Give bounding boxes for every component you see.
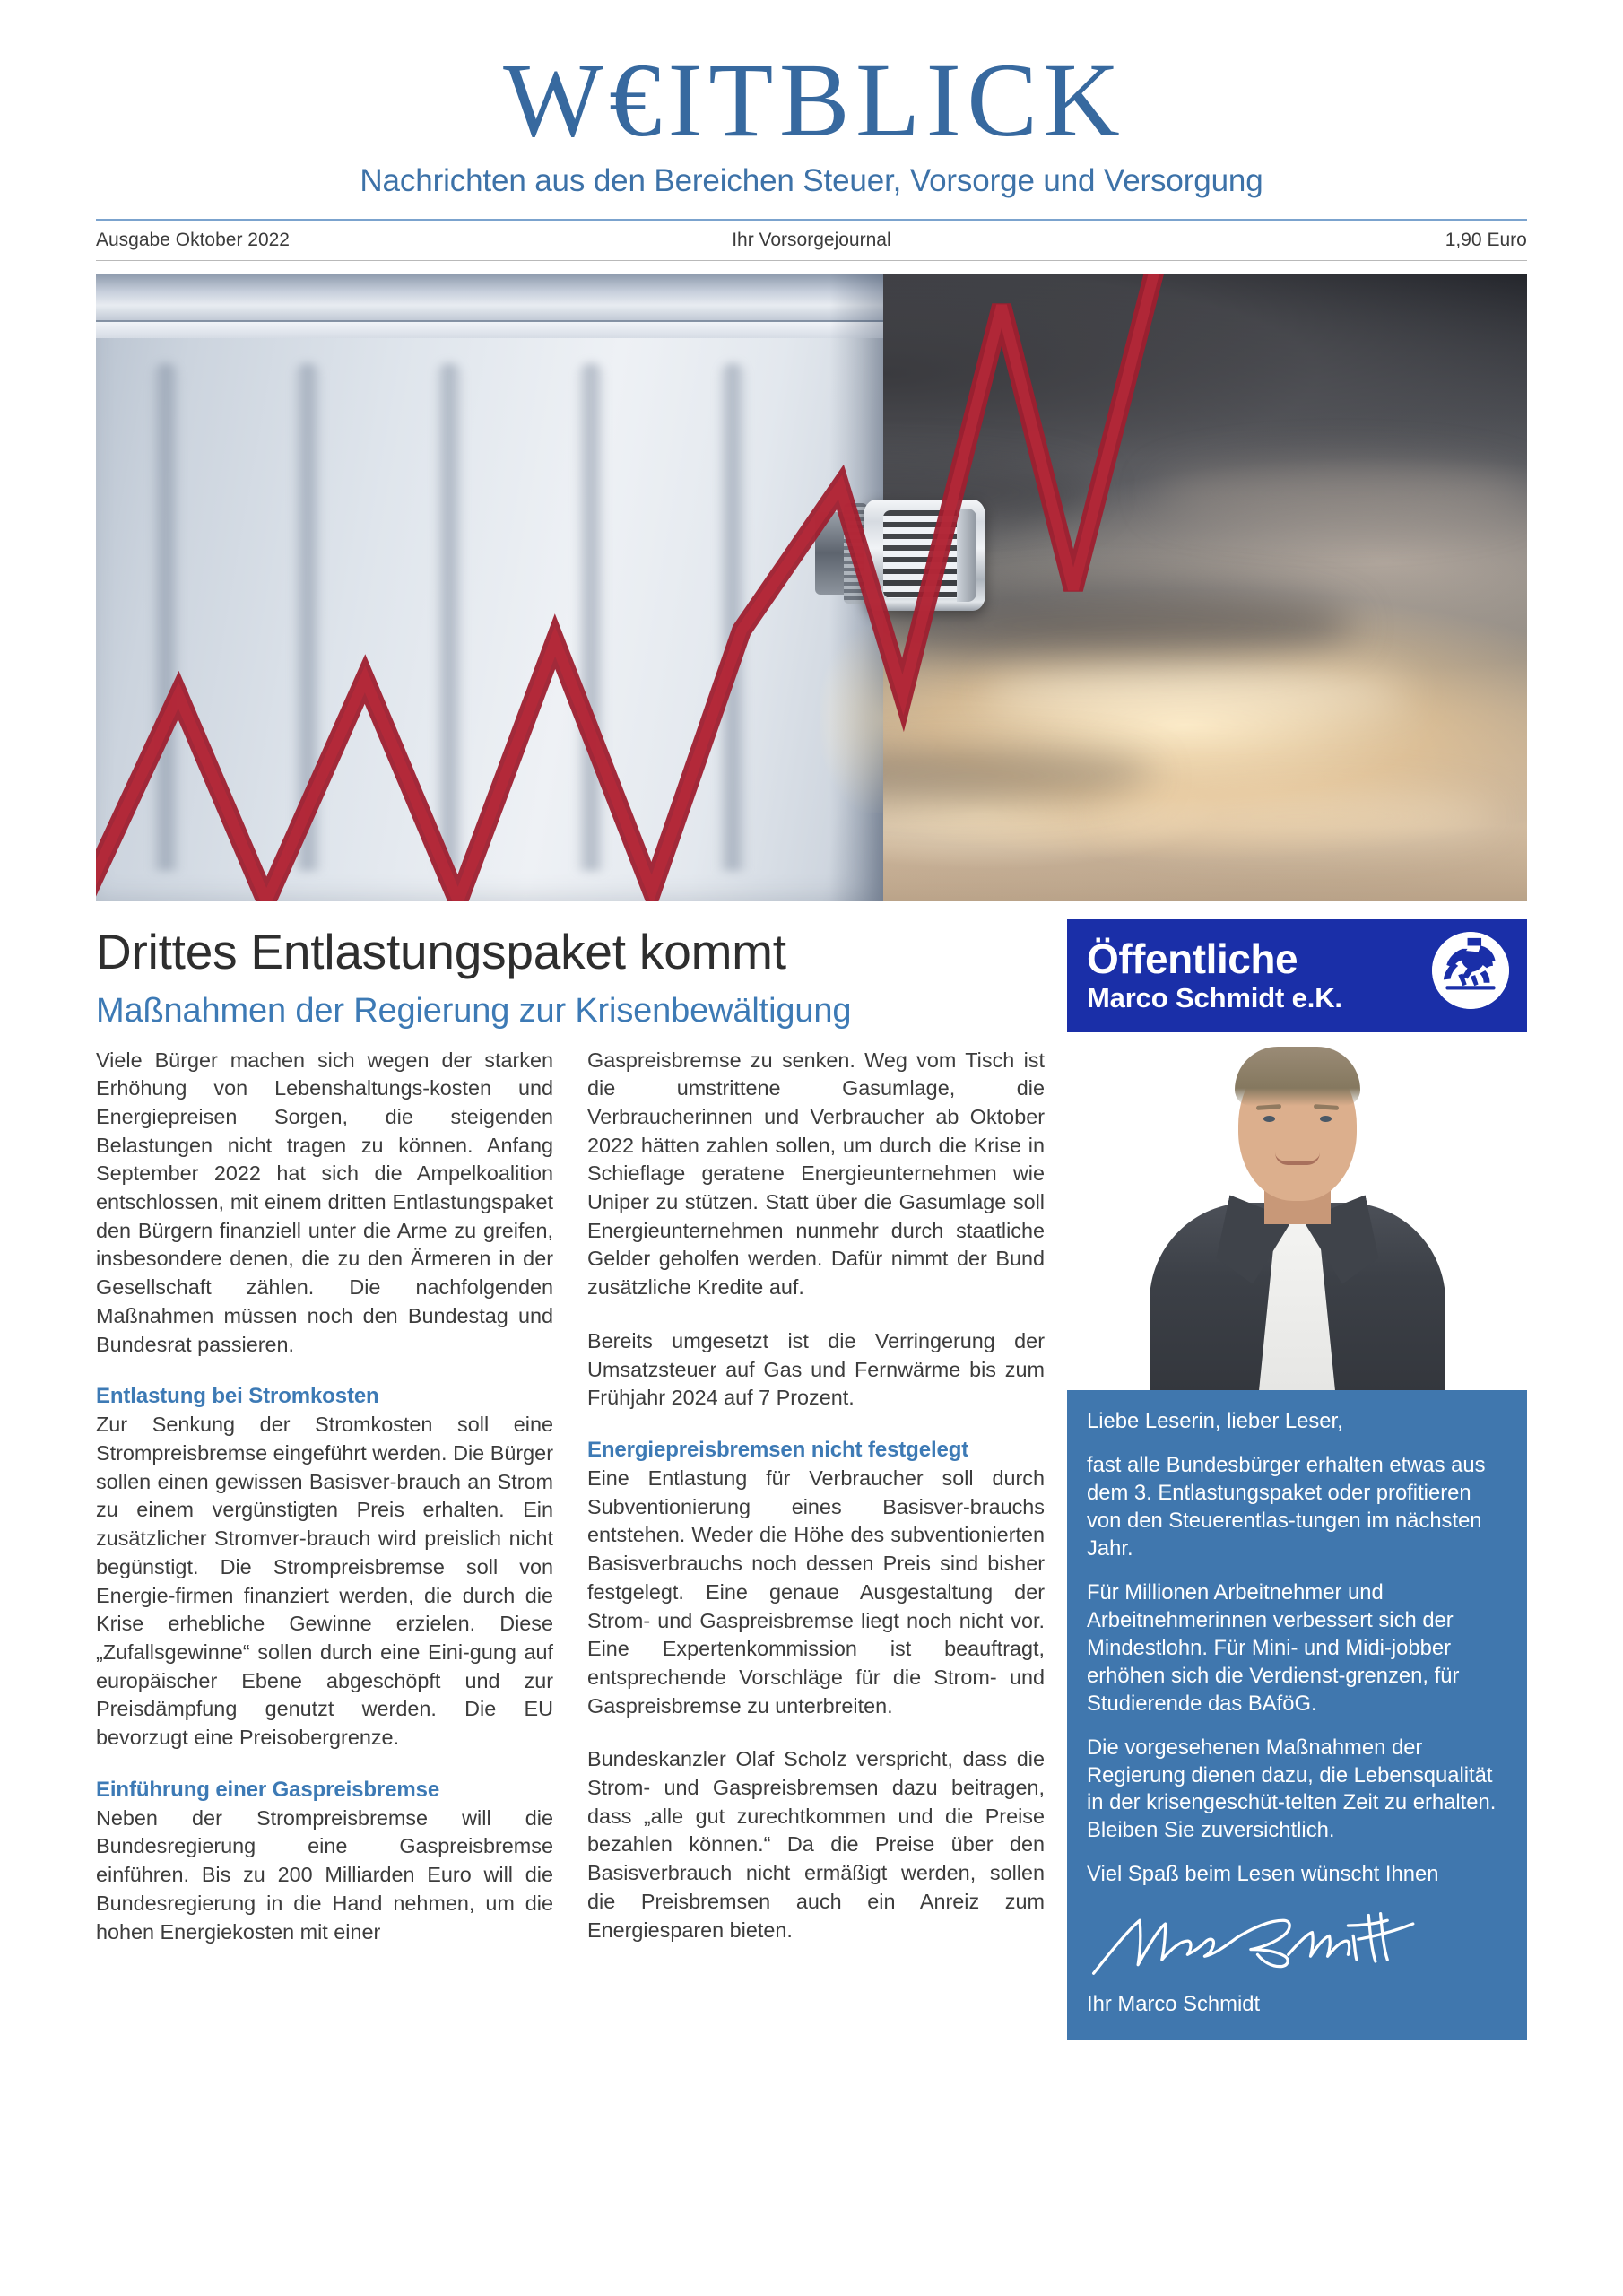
content-area — [96, 919, 1527, 2040]
masthead — [0, 0, 1623, 199]
advertiser-logo[interactable] — [1067, 919, 1527, 1032]
editorial-paragraph-2: Für Millionen Arbeitnehmer und Arbeitnehmerinnen verbessert sich der Mindestlohn. Für Mini- und Midi-jobber erhöhen sich die Verdienst-grenzen, für Studierende das BAföG. — [1087, 1579, 1460, 1716]
section-heading-energiepreisbremsen: Energiepreisbremsen nicht festgelegt — [587, 1437, 969, 1462]
portrait-hair — [1235, 1047, 1360, 1106]
journal-name: Ihr Vorsorgejournal — [732, 230, 891, 251]
publication-title: W€ITBLICK — [503, 41, 1126, 159]
article-subheadline: Maßnahmen der Regierung zur Krisenbewältigung — [96, 991, 852, 1030]
section-heading-gaspreisbremse: Einführung einer Gaspreisbremse — [96, 1777, 440, 1802]
paragraph-gaspreisbremse: Neben der Strompreisbremse will die Bundesregierung eine Gaspreisbremse einführen. Bis zu 200 Milliarden Euro will die Bundesregierung in die Hand nehmen, um die hohen Energiekosten mit einer — [96, 1805, 553, 1944]
hero-image — [96, 274, 1527, 901]
article-column-2 — [587, 1047, 1045, 1947]
editorial-paragraph-3: Die vorgesehenen Maßnahmen der Regierung dienen dazu, die Lebensqualität in der krisengeschüt-telten Zeit zu erhalten. Bleiben Sie zuversichtlich. — [1087, 1735, 1497, 1843]
paragraph-umsatzsteuer: Bereits umgesetzt ist die Verringerung der Umsatzsteuer auf Gas und Fernwärme bis zum Frühjahr 2024 auf 7 Prozent. — [587, 1328, 1045, 1410]
cover-price: 1,90 Euro — [1445, 230, 1527, 251]
editorial-closing: Viel Spaß beim Lesen wünscht Ihnen — [1087, 1862, 1439, 1887]
publication-subtitle: Nachrichten aus den Bereichen Steuer, Vorsorge und Versorgung — [360, 163, 1263, 199]
editorial-salutation: Liebe Leserin, lieber Leser, — [1087, 1409, 1343, 1434]
right-rail — [1067, 919, 1527, 2040]
paragraph-lead: Viele Bürger machen sich wegen der starken Erhöhung von Lebenshaltungs-kosten und Energiepreisen Sorgen, die steigenden Belastungen nicht tragen zu können. Anfang September 2022 hat sich die Ampelkoalition entschlossen, mit einem dritten Entlastungspaket den Bürgern finanziell unter die Arme zu greifen, insbesondere denen, die zu den Ärmeren in der Gesellschaft zählen. Die nachfolgenden Maßnahmen müssen noch den Bundestag und Bundesrat passieren. — [96, 1048, 553, 1356]
section-heading-stromkosten: Entlastung bei Stromkosten — [96, 1384, 379, 1409]
editorial-box — [1067, 1390, 1527, 2040]
paragraph-stromkosten: Zur Senkung der Stromkosten soll eine Strompreisbremse eingeführt werden. Die Bürger sollen einen gewissen Basisver-brauch an Strom zu einem vergünstigten Preis erhalten. Ein zusätzlicher Stromver-brauch wird preislich nicht begünstigt. Die Strompreisbremse soll von Energie-firmen finanziert werden, die durch die Krise erhebliche Gewinne erzielen. Diese „Zufallsgewinne“ sollen durch eine Eini-gung auf europäischer Ebene abgeschöpft und zur Preisdämpfung genutzt werden. Die EU bevorzugt eine Preisobergrenze. — [96, 1413, 553, 1750]
paragraph-gasumlage: Gaspreisbremse zu senken. Weg vom Tisch ist die umstrittene Gasumlage, die Verbraucherinnen und Verbraucher ab Oktober 2022 hätten zahlen sollen, um durch die Krise in Schieflage geratene Energieunternehmen wie Uniper zu stützen. Statt über die Gasumlage soll Energieunternehmen nunmehr durch staatliche Gelder geholfen werden. Dafür nimmt der Bund zusätzliche Kredite auf. — [587, 1048, 1045, 1300]
agent-portrait-photo — [1067, 1032, 1527, 1391]
article-column-1 — [96, 1047, 553, 1947]
paragraph-basisverbrauch: Eine Entlastung für Verbraucher soll durch Subventionierung eines Basisver-brauchs entstehen. Weder die Höhe des subventionierten Basisverbrauchs noch dessen Preis sind bisher festgelegt. Eine genaue Ausgestaltung der Strom- und Gaspreisbremse liegt noch nicht vor. Eine Expertenkommission ist beauftragt, entsprechende Vorschläge für die Strom- und Gaspreisbremse zu unterbreiten. — [587, 1465, 1045, 1718]
main-article — [96, 919, 1067, 2040]
rising-price-line-chart — [96, 274, 1527, 901]
horse-emblem-icon — [1432, 932, 1509, 1009]
editorial-signature-name: Ihr Marco Schmidt — [1087, 1992, 1261, 2017]
advertiser-name: Öffentliche — [1087, 935, 1298, 982]
paragraph-scholz: Bundeskanzler Olaf Scholz verspricht, dass die Strom- und Gaspreisbremsen dazu beitragen, dass „alle gut zurechtkommen und die Preise bezahlen können.“ Da die Preise über den Basisverbrauch nicht ermäßigt werden, sollen die Preisbremsen auch ein Anreiz zum Energiesparen bieten. — [587, 1747, 1045, 1942]
issue-date: Ausgabe Oktober 2022 — [96, 230, 290, 251]
article-columns — [96, 1047, 1046, 1947]
signature-image — [1087, 1900, 1507, 1986]
portrait-smile — [1275, 1152, 1320, 1165]
editorial-paragraph-1: fast alle Bundesbürger erhalten etwas aus dem 3. Entlastungspaket oder profitieren von den Steuerentlas-tungen im nächsten Jahr. — [1087, 1453, 1486, 1561]
advertiser-agent: Marco Schmidt e.K. — [1087, 982, 1342, 1013]
info-bar — [96, 219, 1527, 261]
article-headline: Drittes Entlastungspaket kommt — [96, 924, 786, 980]
